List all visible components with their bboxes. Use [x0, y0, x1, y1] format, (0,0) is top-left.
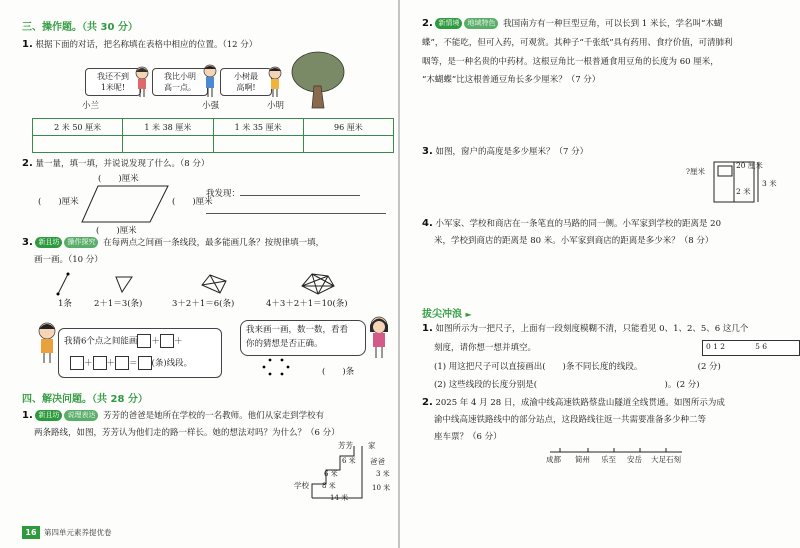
station-dazu: 大足石刻 — [651, 455, 681, 464]
footer-title: 第四单元素养提优卷 — [44, 528, 112, 537]
guess-box-3[interactable] — [70, 356, 84, 370]
cell-138: 1 米 38 厘米 — [123, 119, 213, 136]
answer-cell-3[interactable] — [213, 136, 303, 153]
answer-cell-2[interactable] — [123, 136, 213, 153]
label-right: ( )厘米 — [172, 197, 213, 207]
map-6m-a: 6 米 — [342, 457, 356, 465]
finding-label: 我发现： — [206, 188, 360, 200]
q5-line-4: “木蝴蝶”比这根普通豆角长多少厘米？（7 分） — [422, 75, 601, 85]
section-3-title: 三、操作题。（共 30 分） — [22, 22, 138, 33]
window-20cm: 20 厘米 — [736, 161, 763, 170]
figure-4-points — [200, 273, 230, 295]
q2-text: 2. 量一量，填一填，并说说发现了什么。（8 分） — [22, 158, 210, 169]
figure-5-points — [300, 272, 336, 296]
guess-box-4[interactable] — [93, 356, 107, 370]
q9-line-2: 渝中线高速铁路线中的部分站点，这段路线往返一共需要准备多少种二等 — [434, 415, 707, 425]
formula-4: 4＋3＋2＋1＝10(条) — [266, 299, 348, 309]
q6-text: 3. 如图，窗户的高度是多少厘米？（7 分） — [422, 146, 589, 157]
answer-cell-1[interactable] — [33, 136, 123, 153]
cell-250: 2 米 50 厘米 — [33, 119, 123, 136]
answer-cell-4[interactable] — [303, 136, 393, 153]
label-bottom: ( )厘米 — [96, 226, 137, 236]
q3-text-2: 画一画。（10 分） — [34, 255, 103, 265]
guess-line-1: 我猜6个点之间能画 ＋ ＋ — [64, 334, 182, 348]
tree-icon — [290, 50, 346, 110]
figure-2-points — [56, 272, 70, 296]
station-chengdu: 成都 — [546, 455, 561, 464]
label-left: ( )厘米 — [38, 197, 79, 207]
figure-3-points — [112, 274, 136, 294]
map-6m-b: 6 米 — [324, 470, 338, 478]
window-2m: 2 米 — [736, 187, 751, 196]
map-school: 学校 — [294, 481, 309, 490]
map-home: 家 — [368, 441, 376, 450]
label-top: ( )厘米 — [98, 174, 139, 184]
kid-girl2-icon — [368, 316, 390, 360]
q8-sub-2[interactable]: (2) 这些线段的长度分别是( )。(2 分) — [434, 380, 700, 390]
bubble-xiaoqiang: 我比小明 高一点。 — [152, 68, 208, 96]
q7-line-1: 4. 小军家、学校和商店在一条笔直的马路的同一侧。小军家到学校的距离是 20 — [422, 218, 721, 229]
formula-3: 3＋2＋1＝6(条) — [172, 299, 235, 309]
q4-text-2: 两条路线，如图，芳芳认为他们走的路一样长。她的想法对吗？为什么？（6 分） — [34, 428, 340, 438]
map-14m: 14 米 — [330, 494, 349, 502]
station-anyue: 安岳 — [627, 455, 642, 464]
map-fangfang: 芳芳 — [338, 441, 353, 450]
q4-text-1: 1. 新且坊 说理表达 芳芳的爸爸是她所在学校的一名教师。他们从家走到学校有 — [22, 410, 325, 421]
parallelogram-figure — [80, 184, 170, 224]
q8-sub-1[interactable]: (1) 用这把尺子可以直接画出( )条不同长度的线段。 (2 分) — [434, 362, 721, 372]
guess-box-1[interactable] — [137, 334, 151, 348]
section-5-title: 拔尖冲浪 ► — [422, 309, 472, 320]
guess-box-5[interactable] — [115, 356, 129, 370]
kid-boy-icon — [202, 64, 218, 98]
name-xiaoming: 小明 — [267, 101, 285, 111]
bubble-xiaolan: 我还不到 1米呢! — [85, 68, 141, 96]
q7-line-2: 米，学校到商店的距离是 80 米。小军家到商店的距离是多少米？（8 分） — [434, 236, 714, 246]
thought-line-1: 我来画一画，数一数，看看 — [246, 325, 349, 335]
thought-line-2: 你的猜想是否正确。 — [246, 339, 323, 349]
ruler-marks: 0 1 2 5 6 — [706, 342, 768, 351]
window-q: ?厘米 — [686, 167, 706, 176]
height-table — [32, 118, 394, 153]
guess-line-2: ＋ ＋ ＝ (条)线段。 — [70, 356, 192, 370]
name-xiaoqiang: 小强 — [202, 101, 220, 111]
formula-1: 1条 — [58, 299, 72, 309]
map-baba: 爸爸 — [370, 457, 385, 466]
formula-2: 2＋1＝3(条) — [94, 299, 143, 309]
left-page — [0, 0, 398, 548]
guess-box-2[interactable] — [160, 334, 174, 348]
kid-girl-icon — [134, 66, 150, 98]
answer-blank[interactable]: ( )条 — [322, 367, 355, 377]
q5-line-2: 蝶”，不能吃，但可入药，可观赏。其种子“千张纸”具有药用、食疗价值，可清肺利 — [422, 38, 733, 48]
bubble-xiaoming: 小树最 高啊! — [220, 68, 272, 96]
cell-96: 96 厘米 — [303, 119, 393, 136]
q8-line-2: 刻度，请你想一想并填空。 — [434, 343, 537, 353]
q3-text-1: 3. 新且坊 操作探究 在每两点之间画一条线段，最多能画几条？按规律填一填， — [22, 237, 325, 248]
kid-thinking-icon — [36, 322, 58, 364]
cell-135: 1 米 35 厘米 — [213, 119, 303, 136]
q9-line-3: 座车票？（6 分） — [434, 432, 502, 442]
map-10m: 10 米 — [372, 484, 391, 492]
section-4-title: 四、解决问题。（共 28 分） — [22, 394, 148, 405]
right-page — [400, 0, 800, 548]
q1-text: 1. 根据下面的对话，把名称填在表格中相应的位置。（12 分） — [22, 39, 258, 50]
q5-line-1: 2. 新情境 地域特色 我国南方有一种巨型豆角，可以长到 1 米长，学名叫“木蝴 — [422, 18, 723, 29]
name-xiaolan: 小兰 — [82, 101, 100, 111]
kid-boy2-icon — [267, 66, 283, 98]
q5-line-3: 咽等，是一种名贵的中药材。这根豆角比一根普通食用豆角的长度为 60 厘米， — [422, 57, 719, 67]
map-8m: 8 米 — [322, 482, 336, 490]
page-number: 16 — [22, 526, 40, 539]
q9-line-1: 2. 2025 年 4 月 28 日，成渝中线高速铁路蔡盘山隧道全线贯通。如图所示为成 — [422, 397, 725, 408]
hexagon-points — [262, 358, 290, 376]
station-lezhi: 乐至 — [601, 455, 616, 464]
q8-line-1: 1. 如图所示为一把尺子，上面有一段刻度模糊不清，只能看见 0、1、2、5、6 这几个 — [422, 323, 749, 334]
map-3m: 3 米 — [376, 470, 390, 478]
station-jianzhou: 简州 — [575, 455, 590, 464]
window-3m: 3 米 — [762, 179, 777, 188]
guess-box-6[interactable] — [138, 356, 152, 370]
finding-line[interactable] — [206, 213, 386, 214]
